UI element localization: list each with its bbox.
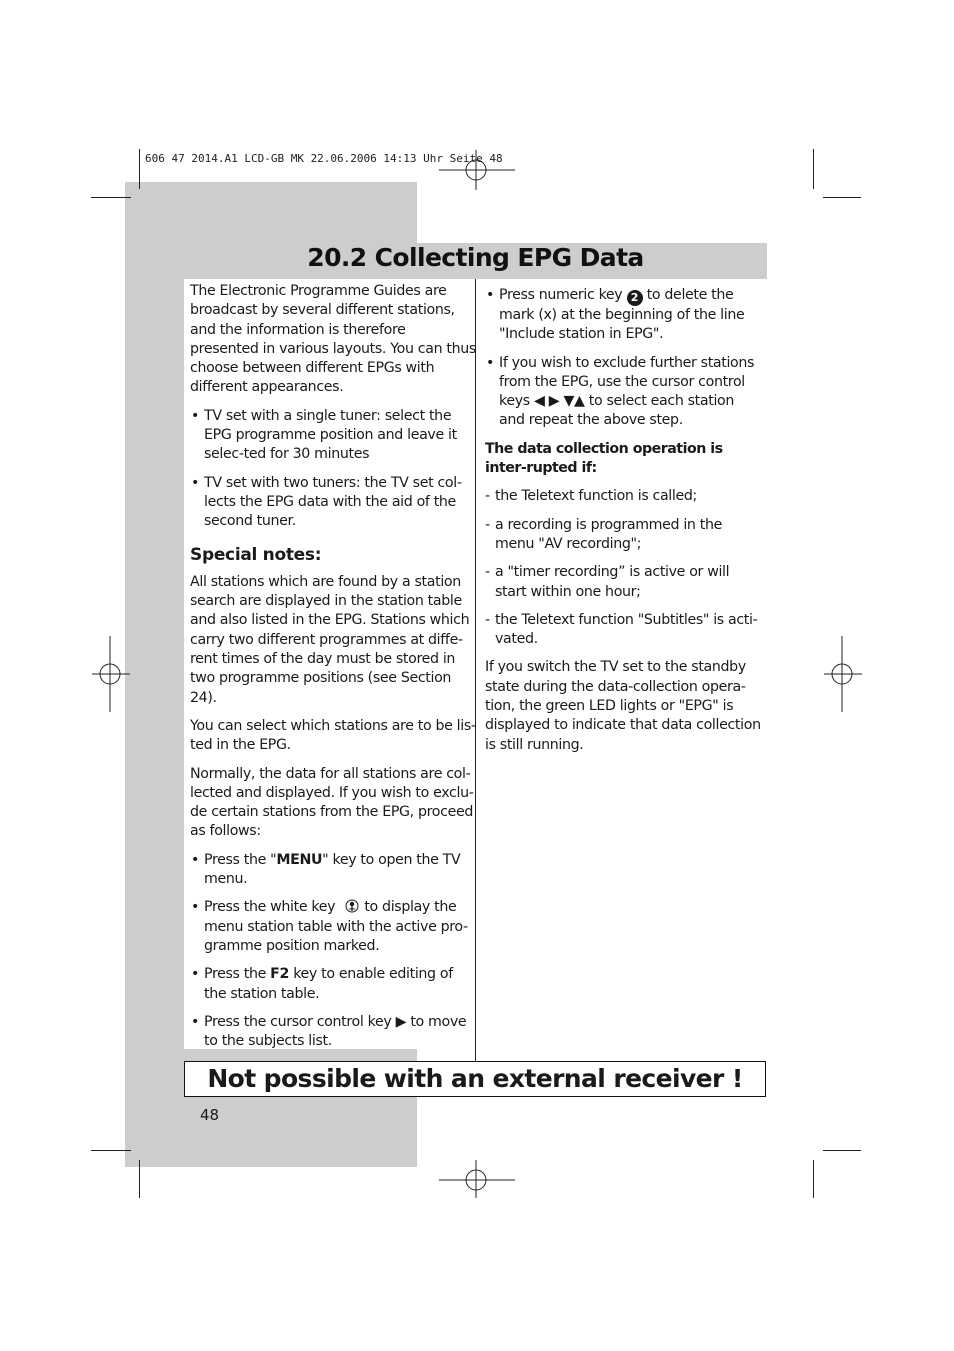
right-arrow-icon: ▶ xyxy=(395,1013,407,1030)
list-item: • Press the cursor control key ▶ to move to the subjects list. xyxy=(191,1013,467,1050)
gray-band-left xyxy=(125,182,184,1167)
crop-mark-tl-h xyxy=(91,197,131,198)
crop-mark-bl-h xyxy=(91,1150,131,1151)
registration-mark-bottom-icon xyxy=(437,1160,517,1200)
list-item: - the Teletext function "Subtitles" is acti-vated. xyxy=(485,611,758,648)
list-item: - the Teletext function is called; xyxy=(485,488,697,505)
closing-paragraph: If you switch the TV set to the standby state during the data-collection opera-tion, the green LED lights or "EPG" is displayed to indicate that data collection is still running. xyxy=(485,659,761,753)
registration-mark-left-icon xyxy=(90,636,132,714)
gray-band-top xyxy=(125,182,417,244)
registration-mark-top-icon xyxy=(437,146,517,190)
list-item: • Press the white key to display the menu station table with the active pro-gramme position marked. xyxy=(191,899,468,954)
interrupt-heading: The data collection operation is inter-rupted if: xyxy=(485,440,723,477)
crop-mark-tl-v xyxy=(139,149,140,189)
f2-key-label: F2 xyxy=(270,966,290,983)
paragraph: You can select which stations are to be lis-ted in the EPG. xyxy=(190,717,476,754)
list-item: • TV set with two tuners: the TV set col-lects the EPG data with the aid of the second tuner. xyxy=(191,474,462,530)
crop-mark-tr-v xyxy=(813,149,814,189)
list-item: - a recording is programmed in the menu "AV recording"; xyxy=(485,516,722,552)
list-item: • TV set with a single tuner: select the EPG programme position and leave it selec-ted for 30 minutes xyxy=(191,407,457,463)
special-notes-heading: Special notes: xyxy=(190,544,322,565)
list-item: - a "timer recording” is active or will start within one hour; xyxy=(485,564,730,600)
list-item: • If you wish to exclude further stations from the EPG, use the cursor control keys ◀ ▶ ▼▲ to select each station and repeat the above step. xyxy=(486,354,755,429)
list-item: • Press numeric key 2 to delete the mark (x) at the beginning of the line "Include station in EPG". xyxy=(486,287,745,343)
menu-key-label: MENU xyxy=(276,851,323,868)
crop-mark-br-h xyxy=(823,1150,861,1151)
crop-mark-bl-v xyxy=(139,1160,140,1198)
intro-paragraph: The Electronic Programme Guides are broadcast by several different stations, and the information is therefore presented in various layouts. You can thus choose between different EPGs with different appearances. xyxy=(190,283,476,396)
right-column xyxy=(485,286,761,764)
left-column xyxy=(190,282,476,1060)
notice-banner: Not possible with an external receiver ! xyxy=(184,1061,766,1097)
white-key-icon xyxy=(345,899,359,913)
crop-mark-br-v xyxy=(813,1160,814,1198)
page-number: 48 xyxy=(200,1106,220,1124)
print-slug-line: 606 47 2014.A1 LCD-GB MK 22.06.2006 14:13 Uhr Seite 48 xyxy=(145,152,503,165)
paragraph: All stations which are found by a station search are displayed in the station table and also listed in the EPG. Stations which carry two different programmes at diffe-rent times of the day must be stored in two programme positions (see Section 24). xyxy=(190,573,470,706)
list-item: • Press the "MENU" key to open the TV menu. xyxy=(191,851,461,888)
list-item: • Press the F2 key to enable editing of the station table. xyxy=(191,966,453,1002)
section-title: 20.2 Collecting EPG Data xyxy=(307,243,644,272)
registration-mark-right-icon xyxy=(822,636,864,714)
crop-mark-tr-h xyxy=(823,197,861,198)
cursor-keys-icon: ◀ ▶ ▼▲ xyxy=(534,393,585,410)
numeric-key-2-icon: 2 xyxy=(627,290,643,306)
paragraph: Normally, the data for all stations are col-lected and displayed. If you wish to exclu-de certain stations from the EPG, proceed as follows: xyxy=(190,765,474,840)
